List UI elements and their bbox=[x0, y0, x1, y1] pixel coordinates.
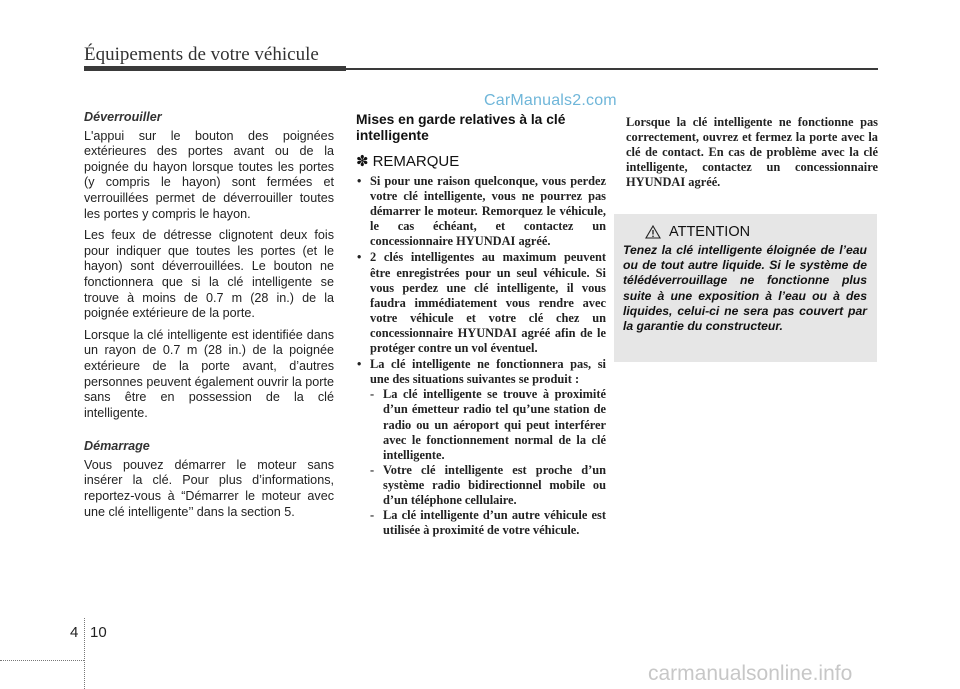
column-middle bbox=[356, 110, 606, 539]
remark-heading bbox=[356, 152, 606, 170]
dash-item: - Votre clé intelligente est proche d’un système radio bidirectionnel mobile ou d’un téléphone cellulaire. bbox=[370, 463, 606, 508]
section-title: Mises en garde relatives à la clé intelligente bbox=[356, 112, 566, 143]
paragraph: Les feux de détresse clignotent deux fois pour indiquer que toutes les portes (et le hayon) sont déverrouillées. Le bouton ne fonctionnera que si la clé intelligente se trouve à moins de 0.7 m (28 in.) de la poignée extérieure de la porte. bbox=[84, 228, 334, 321]
attention-box bbox=[614, 214, 877, 362]
section-number: 4 bbox=[70, 624, 79, 641]
paragraph: Lorsque la clé intelligente ne fonctionne pas correctement, ouvrez et fermez la porte avec la clé de contact. En cas de problème avec la clé intelligente, contactez un concessionnaire HYUNDAI agréé. bbox=[626, 115, 878, 190]
watermark-bottom: carmanualsonline.info bbox=[648, 662, 853, 685]
paragraph: Lorsque la clé intelligente est identifiée dans un rayon de 0.7 m (28 in.) de la poignée extérieure de la porte avant, d’autres personnes peuvent également ouvrir la porte sans être en possession de la clé intelligente. bbox=[84, 327, 334, 420]
page-number: 10 bbox=[90, 624, 107, 641]
column-left bbox=[84, 110, 334, 526]
list-item bbox=[356, 357, 606, 538]
attention-heading bbox=[645, 224, 867, 240]
paragraph: L'appui sur le bouton des poignées extérieures des portes avant ou de la poignée du hayon lorsque toutes les portes (y compris le hayon) sont fermées et verrouillées permet de déverrouiller toutes les portes y compris le hayon. bbox=[84, 128, 334, 221]
header-rule-thick bbox=[84, 66, 346, 71]
warning-triangle-icon bbox=[645, 225, 661, 239]
dash-list bbox=[370, 387, 606, 538]
list-item: • 2 clés intelligentes au maximum peuvent être enregistrées pour un seul véhicule. Si vous perdez une clé intelligente, il vous faudra immédiatement vous rendre avec votre véhicule et votre clé chez un concessionnaire HYUNDAI agréé afin de le protéger contre un vol éventuel. bbox=[356, 250, 606, 356]
remark-star-icon: ✽ bbox=[356, 153, 369, 170]
attention-body: Tenez la clé intelligente éloignée de l’eau ou de tout autre liquide. Si le système de télédéverrouillage ne fonctionne plus suite à une exposition à l’eau ou à des liquides, celui-ci ne sera pas couvert par la garantie du constructeur. bbox=[623, 243, 867, 334]
attention-label: ATTENTION bbox=[669, 224, 751, 240]
list-item: • Si pour une raison quelconque, vous perdez votre clé intelligente, vous ne pourrez pas démarrer le moteur. Remorquez le véhicule, le cas échéant, et contactez un concessionnaire HYUNDAI agréé. bbox=[356, 174, 606, 249]
remark-bullet-list bbox=[356, 174, 606, 538]
dash-item: - La clé intelligente se trouve à proximité d’un émetteur radio tel qu’une station de radio ou un aéroport qui peut interférer avec le fonctionnement normal de la clé intelligente. bbox=[370, 387, 606, 462]
column-right bbox=[626, 115, 878, 190]
footer-divider-horizontal bbox=[0, 660, 84, 661]
dash-item: - La clé intelligente d’un autre véhicule est utilisée à proximité de votre véhicule. bbox=[370, 508, 606, 538]
list-item-text: La clé intelligente ne fonctionnera pas, si une des situations suivantes se produit : bbox=[370, 357, 606, 387]
paragraph: Vous pouvez démarrer le moteur sans insérer la clé. Pour plus d’informations, reportez-vous à “Démarrer le moteur avec une clé intelligente’’ dans la section 5. bbox=[84, 457, 334, 519]
page-header-title: Équipements de votre véhicule bbox=[84, 44, 319, 65]
header-rule-thin bbox=[346, 68, 878, 70]
remark-label: REMARQUE bbox=[372, 152, 460, 170]
subheading-demarrage: Démarrage bbox=[84, 439, 150, 454]
subheading-deverrouiller: Déverrouiller bbox=[84, 110, 162, 124]
watermark-top[interactable]: CarManuals2.com bbox=[484, 92, 617, 109]
footer-divider-vertical bbox=[84, 618, 85, 689]
